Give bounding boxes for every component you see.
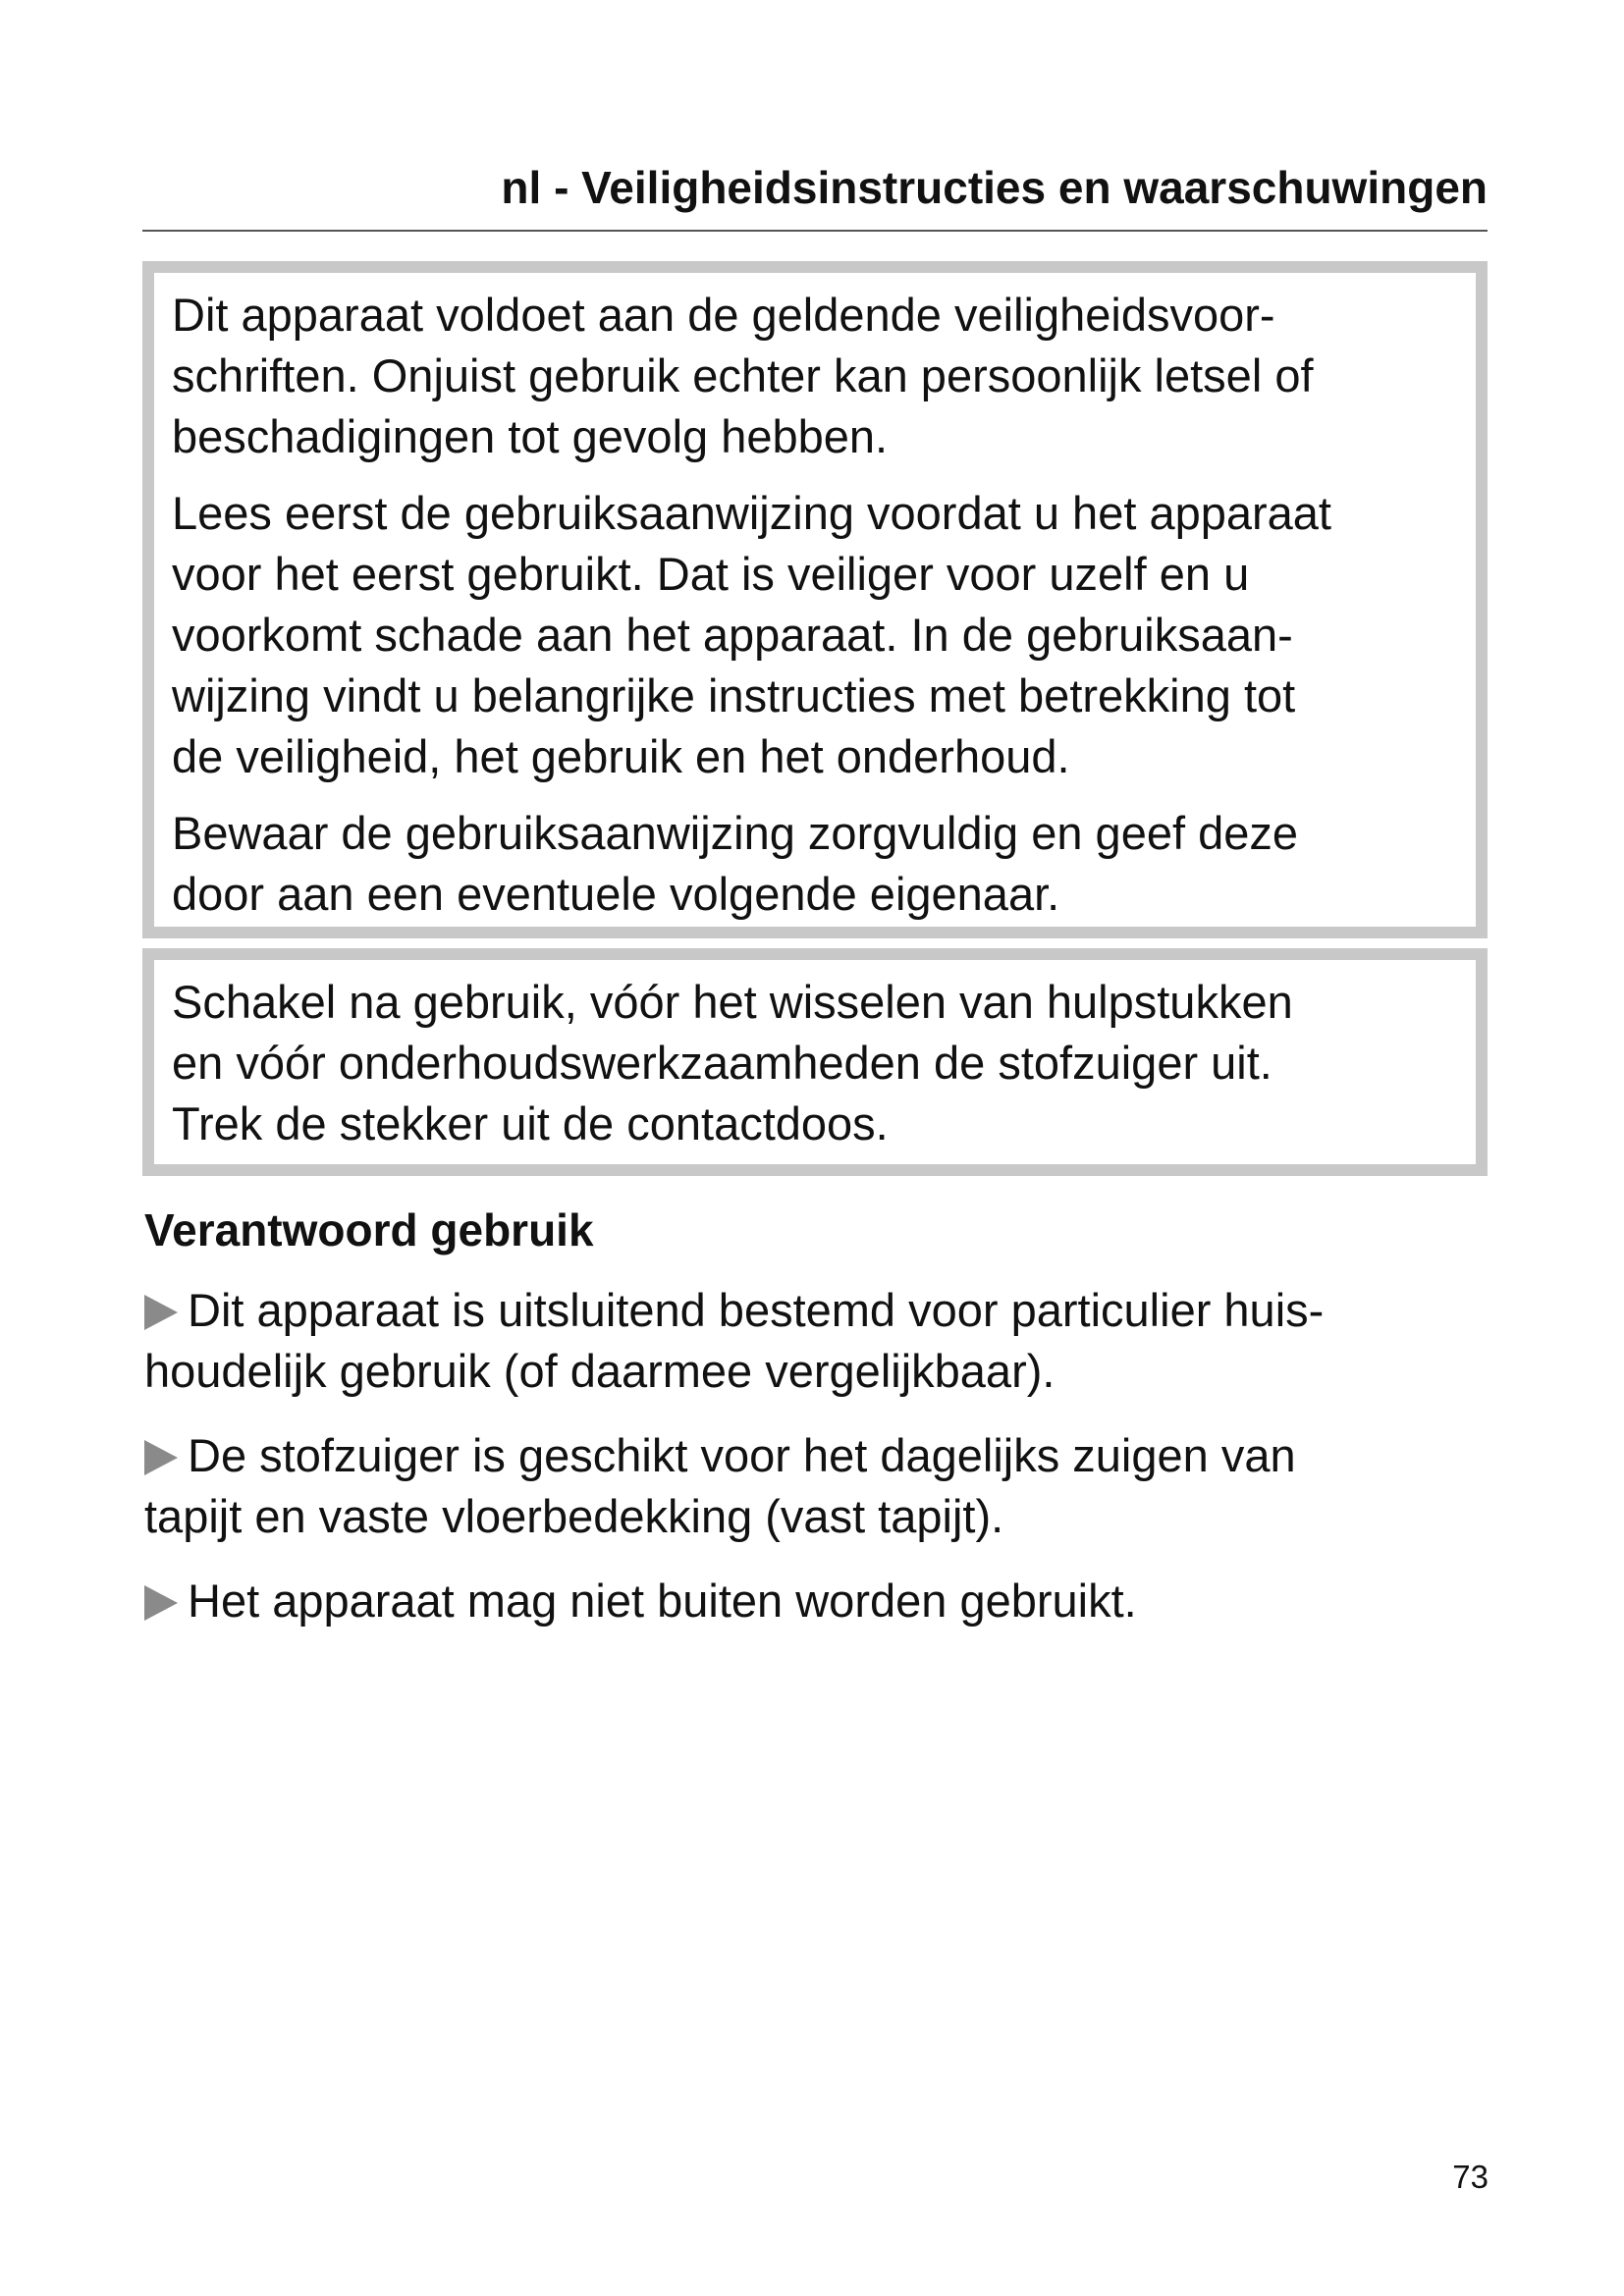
triangle-right-icon xyxy=(144,1295,178,1330)
text-line: Dit apparaat voldoet aan de geldende veiligheidsvoor- xyxy=(172,289,1275,341)
text-line: de veiligheid, het gebruik en het onderhoud. xyxy=(172,730,1070,782)
list-item xyxy=(144,1571,1489,1631)
triangle-right-icon xyxy=(144,1585,178,1621)
text-line: en vóór onderhoudswerkzaamheden de stofzuiger uit. xyxy=(172,1037,1272,1089)
switch-off-notice-box xyxy=(142,948,1488,1176)
text-line: door aan een eventuele volgende eigenaar. xyxy=(172,868,1060,920)
text-line: tapijt en vaste vloerbedekking (vast tapijt). xyxy=(144,1490,1004,1542)
text-line: De stofzuiger is geschikt voor het dagelijks zuigen van xyxy=(188,1429,1296,1481)
list-item xyxy=(144,1425,1489,1547)
page-number: 73 xyxy=(1452,2159,1489,2195)
usage-bullet-list xyxy=(144,1280,1489,1655)
text-line-with-bullet xyxy=(144,1571,1489,1631)
page-header-title: nl - Veiligheidsinstructies en waarschuwingen xyxy=(501,162,1488,213)
triangle-right-icon xyxy=(144,1440,178,1475)
text-line: Trek de stekker uit de contactdoos. xyxy=(172,1097,889,1149)
list-item xyxy=(144,1280,1489,1402)
text-line: Lees eerst de gebruiksaanwijzing voordat u het apparaat xyxy=(172,487,1331,539)
safety-paragraph xyxy=(172,483,1456,787)
text-line: Schakel na gebruik, vóór het wisselen van hulpstukken xyxy=(172,976,1293,1028)
text-line: voor het eerst gebruikt. Dat is veiliger voor uzelf en u xyxy=(172,548,1250,600)
text-line: schriften. Onjuist gebruik echter kan persoonlijk letsel of xyxy=(172,349,1314,401)
safety-paragraph xyxy=(172,285,1456,467)
text-line-with-bullet xyxy=(144,1425,1489,1486)
text-line-with-bullet xyxy=(144,1280,1489,1341)
safety-paragraph xyxy=(172,972,1456,1154)
page-header xyxy=(142,155,1488,232)
text-line: Dit apparaat is uitsluitend bestemd voor particulier huis- xyxy=(188,1284,1325,1336)
text-line: beschadigingen tot gevolg hebben. xyxy=(172,410,889,462)
text-line: Bewaar de gebruiksaanwijzing zorgvuldig en geef deze xyxy=(172,807,1299,859)
text-line: voorkomt schade aan het apparaat. In de gebruiksaan- xyxy=(172,609,1293,661)
text-line: Het apparaat mag niet buiten worden gebruikt. xyxy=(188,1575,1137,1627)
text-line: houdelijk gebruik (of daarmee vergelijkbaar). xyxy=(144,1345,1056,1397)
safety-paragraph xyxy=(172,803,1456,925)
text-line: wijzing vindt u belangrijke instructies met betrekking tot xyxy=(172,669,1296,721)
safety-notice-box xyxy=(142,261,1488,938)
section-heading: Verantwoord gebruik xyxy=(144,1204,594,1255)
